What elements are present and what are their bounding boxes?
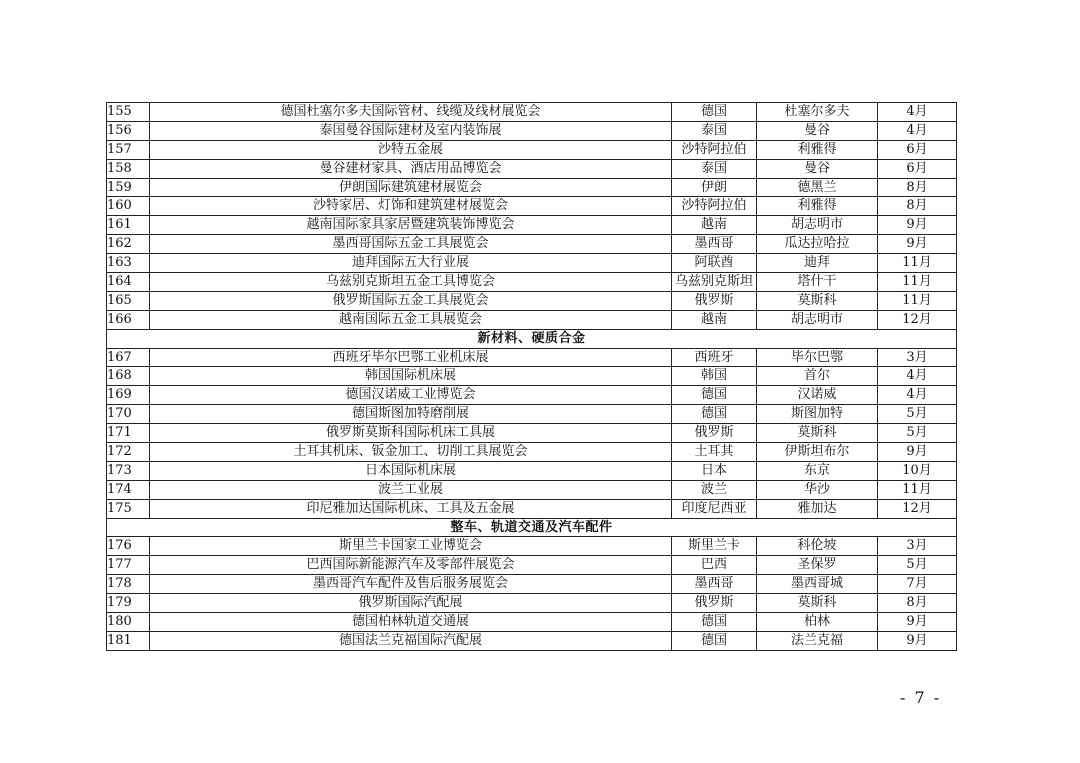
exhibition-name-cell: 德国杜塞尔多夫国际管材、线缆及线材展览会	[150, 103, 672, 122]
row-number-cell: 177	[107, 556, 150, 575]
exhibition-table-body	[107, 103, 957, 651]
month-cell: 8月	[878, 178, 957, 197]
month-cell: 6月	[878, 159, 957, 178]
table-row	[107, 480, 957, 499]
exhibition-name-cell: 西班牙毕尔巴鄂工业机床展	[150, 348, 672, 367]
section-header-row	[107, 329, 957, 348]
country-cell: 阿联酋	[672, 254, 757, 273]
city-cell: 华沙	[757, 480, 878, 499]
month-cell: 8月	[878, 197, 957, 216]
exhibition-name-cell: 印尼雅加达国际机床、工具及五金展	[150, 499, 672, 518]
country-cell: 沙特阿拉伯	[672, 140, 757, 159]
row-number-cell: 174	[107, 480, 150, 499]
month-cell: 9月	[878, 613, 957, 632]
table-row	[107, 386, 957, 405]
month-cell: 10月	[878, 461, 957, 480]
row-number-cell: 168	[107, 367, 150, 386]
row-number-cell: 166	[107, 310, 150, 329]
country-cell: 俄罗斯	[672, 594, 757, 613]
month-cell: 11月	[878, 273, 957, 292]
exhibition-name-cell: 德国斯图加特磨削展	[150, 405, 672, 424]
exhibition-name-cell: 越南国际五金工具展览会	[150, 310, 672, 329]
month-cell: 9月	[878, 235, 957, 254]
table-row	[107, 556, 957, 575]
table-row	[107, 575, 957, 594]
row-number-cell: 178	[107, 575, 150, 594]
row-number-cell: 163	[107, 254, 150, 273]
month-cell: 8月	[878, 594, 957, 613]
month-cell: 4月	[878, 367, 957, 386]
row-number-cell: 160	[107, 197, 150, 216]
city-cell: 墨西哥城	[757, 575, 878, 594]
city-cell: 法兰克福	[757, 631, 878, 650]
month-cell: 5月	[878, 405, 957, 424]
country-cell: 土耳其	[672, 443, 757, 462]
city-cell: 杜塞尔多夫	[757, 103, 878, 122]
exhibition-name-cell: 德国法兰克福国际汽配展	[150, 631, 672, 650]
exhibition-name-cell: 斯里兰卡国家工业博览会	[150, 537, 672, 556]
row-number-cell: 161	[107, 216, 150, 235]
city-cell: 圣保罗	[757, 556, 878, 575]
exhibition-name-cell: 曼谷建材家具、酒店用品博览会	[150, 159, 672, 178]
month-cell: 9月	[878, 216, 957, 235]
section-title: 整车、轨道交通及汽车配件	[107, 518, 957, 537]
row-number-cell: 169	[107, 386, 150, 405]
country-cell: 越南	[672, 216, 757, 235]
month-cell: 9月	[878, 631, 957, 650]
month-cell: 5月	[878, 424, 957, 443]
country-cell: 日本	[672, 461, 757, 480]
country-cell: 墨西哥	[672, 235, 757, 254]
table-row	[107, 103, 957, 122]
table-row	[107, 348, 957, 367]
table-row	[107, 499, 957, 518]
country-cell: 斯里兰卡	[672, 537, 757, 556]
country-cell: 泰国	[672, 159, 757, 178]
row-number-cell: 173	[107, 461, 150, 480]
row-number-cell: 162	[107, 235, 150, 254]
city-cell: 利雅得	[757, 140, 878, 159]
exhibition-table	[106, 102, 957, 651]
table-row	[107, 254, 957, 273]
city-cell: 胡志明市	[757, 310, 878, 329]
month-cell: 12月	[878, 310, 957, 329]
month-cell: 9月	[878, 443, 957, 462]
month-cell: 11月	[878, 291, 957, 310]
month-cell: 11月	[878, 254, 957, 273]
month-cell: 4月	[878, 121, 957, 140]
country-cell: 西班牙	[672, 348, 757, 367]
row-number-cell: 164	[107, 273, 150, 292]
month-cell: 5月	[878, 556, 957, 575]
country-cell: 印度尼西亚	[672, 499, 757, 518]
city-cell: 迪拜	[757, 254, 878, 273]
country-cell: 俄罗斯	[672, 424, 757, 443]
exhibition-name-cell: 俄罗斯莫斯科国际机床工具展	[150, 424, 672, 443]
city-cell: 利雅得	[757, 197, 878, 216]
table-row	[107, 367, 957, 386]
exhibition-name-cell: 迪拜国际五大行业展	[150, 254, 672, 273]
table-row	[107, 291, 957, 310]
table-row	[107, 631, 957, 650]
country-cell: 越南	[672, 310, 757, 329]
city-cell: 莫斯科	[757, 594, 878, 613]
exhibition-name-cell: 德国汉诺威工业博览会	[150, 386, 672, 405]
table-row	[107, 235, 957, 254]
row-number-cell: 167	[107, 348, 150, 367]
city-cell: 斯图加特	[757, 405, 878, 424]
page-number: - 7 -	[900, 688, 942, 707]
exhibition-name-cell: 沙特家居、灯饰和建筑建材展览会	[150, 197, 672, 216]
country-cell: 韩国	[672, 367, 757, 386]
table-row	[107, 613, 957, 632]
exhibition-name-cell: 韩国国际机床展	[150, 367, 672, 386]
country-cell: 德国	[672, 613, 757, 632]
exhibition-name-cell: 俄罗斯国际汽配展	[150, 594, 672, 613]
month-cell: 12月	[878, 499, 957, 518]
month-cell: 4月	[878, 386, 957, 405]
country-cell: 德国	[672, 386, 757, 405]
month-cell: 11月	[878, 480, 957, 499]
country-cell: 乌兹别克斯坦	[672, 273, 757, 292]
exhibition-name-cell: 日本国际机床展	[150, 461, 672, 480]
row-number-cell: 159	[107, 178, 150, 197]
city-cell: 瓜达拉哈拉	[757, 235, 878, 254]
exhibition-name-cell: 乌兹别克斯坦五金工具博览会	[150, 273, 672, 292]
table-row	[107, 405, 957, 424]
row-number-cell: 175	[107, 499, 150, 518]
country-cell: 沙特阿拉伯	[672, 197, 757, 216]
table-row	[107, 461, 957, 480]
city-cell: 莫斯科	[757, 291, 878, 310]
exhibition-name-cell: 泰国曼谷国际建材及室内装饰展	[150, 121, 672, 140]
row-number-cell: 170	[107, 405, 150, 424]
country-cell: 墨西哥	[672, 575, 757, 594]
table-row	[107, 140, 957, 159]
exhibition-name-cell: 越南国际家具家居暨建筑装饰博览会	[150, 216, 672, 235]
table-row	[107, 159, 957, 178]
city-cell: 胡志明市	[757, 216, 878, 235]
month-cell: 6月	[878, 140, 957, 159]
exhibition-name-cell: 巴西国际新能源汽车及零部件展览会	[150, 556, 672, 575]
city-cell: 柏林	[757, 613, 878, 632]
exhibition-name-cell: 沙特五金展	[150, 140, 672, 159]
row-number-cell: 156	[107, 121, 150, 140]
city-cell: 东京	[757, 461, 878, 480]
row-number-cell: 171	[107, 424, 150, 443]
exhibition-name-cell: 墨西哥国际五金工具展览会	[150, 235, 672, 254]
country-cell: 德国	[672, 631, 757, 650]
exhibition-name-cell: 土耳其机床、钣金加工、切削工具展览会	[150, 443, 672, 462]
city-cell: 毕尔巴鄂	[757, 348, 878, 367]
month-cell: 4月	[878, 103, 957, 122]
city-cell: 曼谷	[757, 159, 878, 178]
table-row	[107, 178, 957, 197]
city-cell: 首尔	[757, 367, 878, 386]
row-number-cell: 180	[107, 613, 150, 632]
country-cell: 巴西	[672, 556, 757, 575]
country-cell: 波兰	[672, 480, 757, 499]
exhibition-name-cell: 德国柏林轨道交通展	[150, 613, 672, 632]
exhibition-name-cell: 伊朗国际建筑建材展览会	[150, 178, 672, 197]
month-cell: 3月	[878, 348, 957, 367]
city-cell: 雅加达	[757, 499, 878, 518]
month-cell: 3月	[878, 537, 957, 556]
exhibition-name-cell: 波兰工业展	[150, 480, 672, 499]
table-row	[107, 537, 957, 556]
table-row	[107, 216, 957, 235]
row-number-cell: 157	[107, 140, 150, 159]
table-row	[107, 443, 957, 462]
exhibition-name-cell: 俄罗斯国际五金工具展览会	[150, 291, 672, 310]
row-number-cell: 172	[107, 443, 150, 462]
country-cell: 伊朗	[672, 178, 757, 197]
row-number-cell: 155	[107, 103, 150, 122]
city-cell: 伊斯坦布尔	[757, 443, 878, 462]
country-cell: 泰国	[672, 121, 757, 140]
section-header-row	[107, 518, 957, 537]
table-row	[107, 310, 957, 329]
row-number-cell: 181	[107, 631, 150, 650]
row-number-cell: 158	[107, 159, 150, 178]
table-row	[107, 273, 957, 292]
table-row	[107, 197, 957, 216]
city-cell: 德黑兰	[757, 178, 878, 197]
table-row	[107, 424, 957, 443]
row-number-cell: 179	[107, 594, 150, 613]
table-row	[107, 594, 957, 613]
city-cell: 塔什干	[757, 273, 878, 292]
city-cell: 科伦坡	[757, 537, 878, 556]
city-cell: 莫斯科	[757, 424, 878, 443]
section-title: 新材料、硬质合金	[107, 329, 957, 348]
month-cell: 7月	[878, 575, 957, 594]
city-cell: 汉诺威	[757, 386, 878, 405]
city-cell: 曼谷	[757, 121, 878, 140]
row-number-cell: 176	[107, 537, 150, 556]
exhibition-name-cell: 墨西哥汽车配件及售后服务展览会	[150, 575, 672, 594]
country-cell: 德国	[672, 405, 757, 424]
country-cell: 德国	[672, 103, 757, 122]
row-number-cell: 165	[107, 291, 150, 310]
country-cell: 俄罗斯	[672, 291, 757, 310]
table-row	[107, 121, 957, 140]
